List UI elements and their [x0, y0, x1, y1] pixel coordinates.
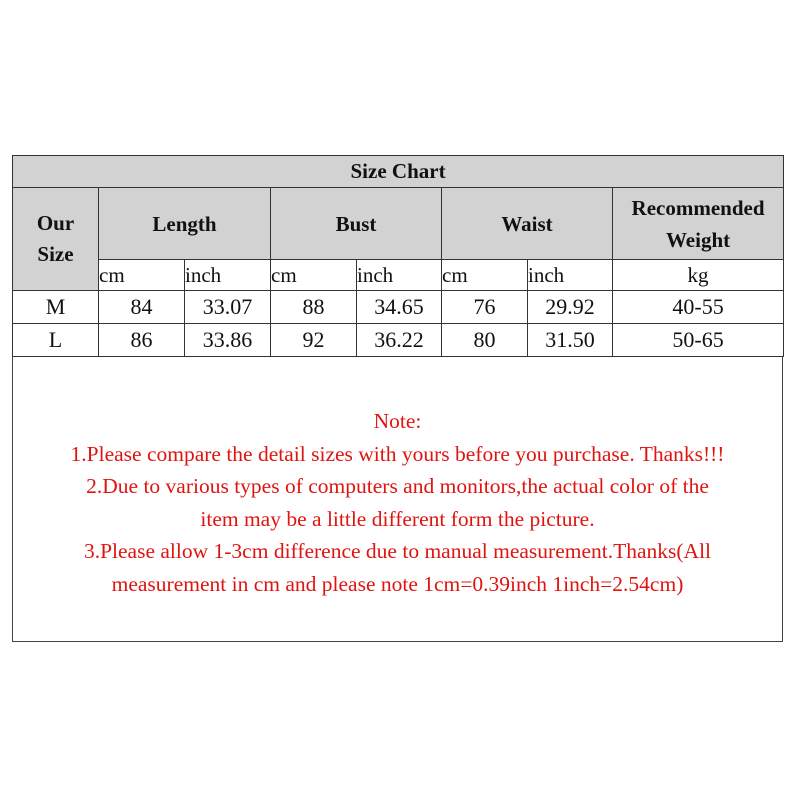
unit-length-inch: inch	[185, 260, 271, 291]
unit-waist-inch: inch	[528, 260, 613, 291]
cell-waist-inch: 31.50	[528, 324, 613, 357]
title-row	[13, 156, 784, 188]
unit-weight: kg	[613, 260, 784, 291]
table-row	[13, 291, 784, 324]
cell-weight: 40-55	[613, 291, 784, 324]
cell-length-cm: 86	[99, 324, 185, 357]
note-line-2: 2.Due to various types of computers and monitors,the actual color of the	[86, 474, 709, 498]
table-row	[13, 324, 784, 357]
length-header: Length	[99, 188, 271, 260]
unit-waist-cm: cm	[442, 260, 528, 291]
size-header	[13, 188, 99, 291]
note-block	[12, 360, 783, 642]
cell-waist-inch: 29.92	[528, 291, 613, 324]
unit-bust-cm: cm	[271, 260, 357, 291]
cell-bust-inch: 34.65	[357, 291, 442, 324]
cell-length-inch: 33.07	[185, 291, 271, 324]
cell-weight: 50-65	[613, 324, 784, 357]
cell-length-cm: 84	[99, 291, 185, 324]
note-line-1: 1.Please compare the detail sizes with yours before you purchase. Thanks!!!	[70, 441, 725, 466]
waist-header: Waist	[442, 188, 613, 260]
size-header-line-1: Our	[36, 211, 75, 235]
weight-header	[613, 188, 784, 260]
header-row	[13, 188, 784, 260]
cell-waist-cm: 76	[442, 291, 528, 324]
note-line-5: measurement in cm and please note 1cm=0.39inch 1inch=2.54cm)	[111, 571, 684, 596]
cell-size: L	[13, 324, 99, 357]
unit-bust-inch: inch	[357, 260, 442, 291]
cell-length-inch: 33.86	[185, 324, 271, 357]
note-line-3: item may be a little different form the picture.	[200, 506, 595, 531]
unit-row	[13, 260, 784, 291]
cell-bust-cm: 92	[271, 324, 357, 357]
chart-title: Size Chart	[13, 156, 784, 188]
weight-header-line-2: Weight	[665, 227, 731, 252]
cell-bust-cm: 88	[271, 291, 357, 324]
unit-length-cm: cm	[99, 260, 185, 291]
cell-bust-inch: 36.22	[357, 324, 442, 357]
weight-header-line-1: Recommended	[631, 195, 765, 220]
cell-waist-cm: 80	[442, 324, 528, 357]
bust-header: Bust	[271, 188, 442, 260]
cell-size: M	[13, 291, 99, 324]
size-header-line-2: Size	[37, 242, 74, 266]
note-title: Note:	[373, 409, 422, 433]
note-line-4: 3.Please allow 1-3cm difference due to manual measurement.Thanks(All	[83, 539, 712, 563]
size-chart-table	[12, 155, 784, 357]
